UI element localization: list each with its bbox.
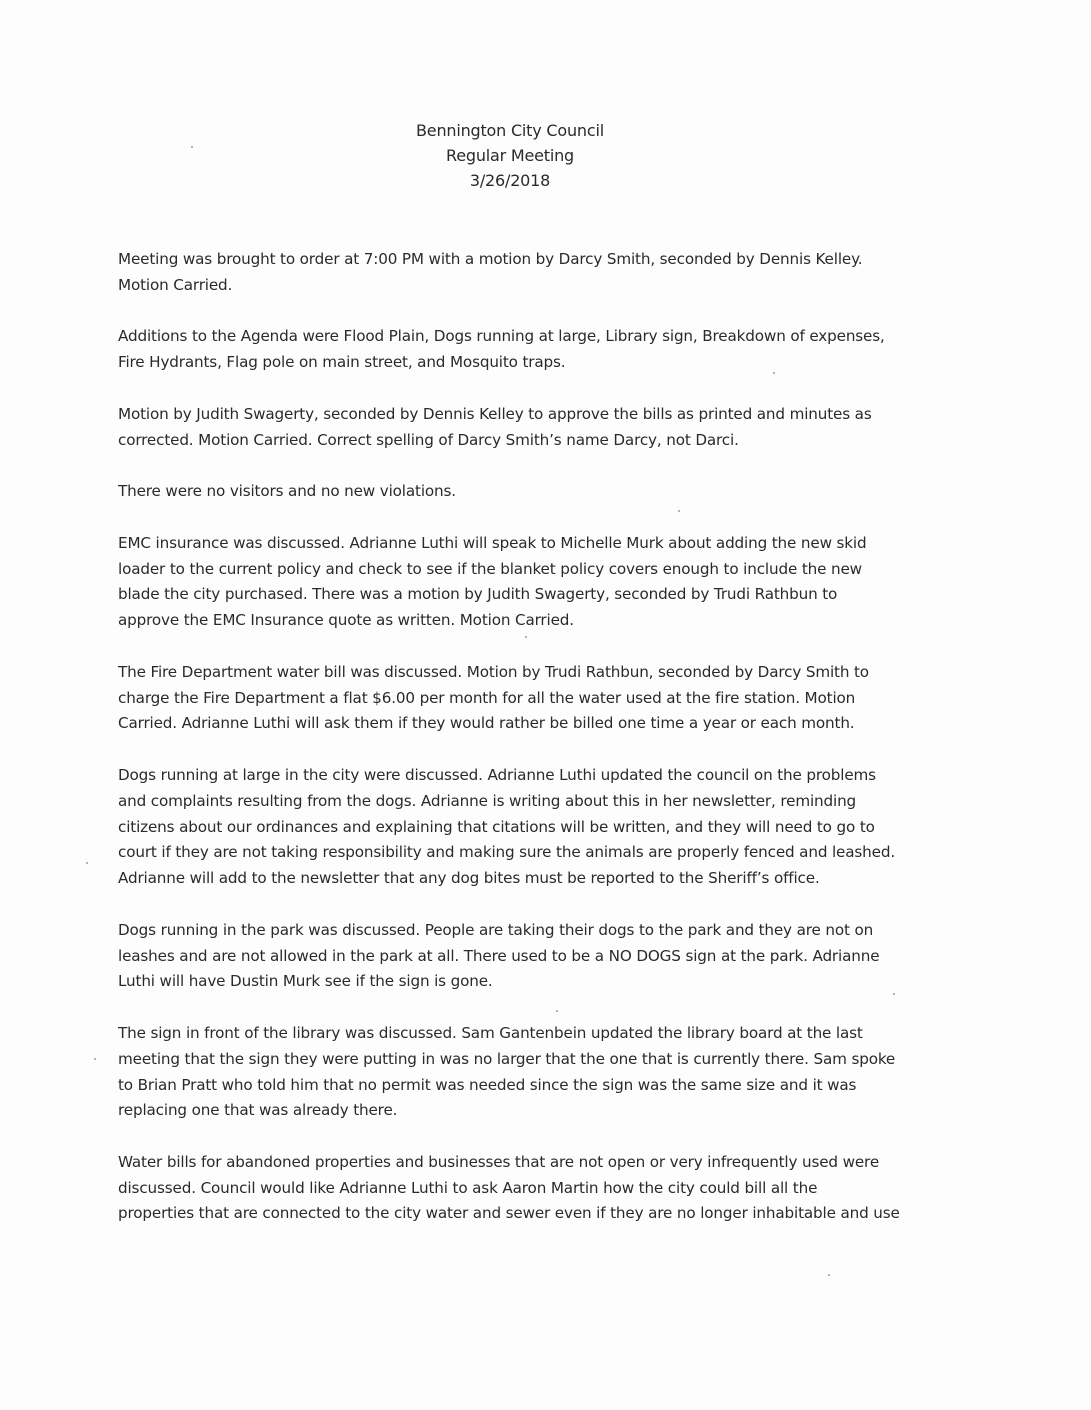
- paragraph-line: loader to the current policy and check to see if the blanket policy covers enough to include the new: [118, 559, 862, 578]
- paragraph-line: Dogs running in the park was discussed. People are taking their dogs to the park and they are not on: [118, 920, 874, 939]
- scan-speck: [556, 1010, 558, 1012]
- meeting-type: Regular Meeting: [446, 146, 574, 165]
- paragraph-line: meeting that the sign they were putting in was no larger that the one that is currently there. Sam spoke: [118, 1049, 896, 1068]
- paragraph-line: court if they are not taking responsibility and making sure the animals are properly fenced and leashed.: [118, 843, 896, 862]
- paragraph-line: citizens about our ordinances and explaining that citations will be written, and they will need to go to: [118, 817, 875, 836]
- meeting-date: 3/26/2018: [469, 171, 551, 190]
- paragraph-line: approve the EMC Insurance quote as written. Motion Carried.: [118, 611, 574, 630]
- paragraph-line: to Brian Pratt who told him that no permit was needed since the sign was the same size and it was: [118, 1075, 857, 1094]
- scan-speck: [86, 862, 88, 864]
- scan-speck: [893, 993, 895, 995]
- paragraph-line: charge the Fire Department a flat $6.00 per month for all the water used at the fire station. Motion: [118, 688, 856, 707]
- paragraph-line: Water bills for abandoned properties and businesses that are not open or very infrequently used were: [118, 1152, 880, 1171]
- minutes-paragraph: [118, 479, 958, 505]
- paragraph-line: and complaints resulting from the dogs. Adrianne is writing about this in her newsletter, reminding: [118, 791, 857, 810]
- paragraph-line: There were no visitors and no new violations.: [118, 482, 456, 501]
- paragraph-line: Fire Hydrants, Flag pole on main street, and Mosquito traps.: [118, 353, 566, 372]
- paragraph-line: The sign in front of the library was discussed. Sam Gantenbein updated the library board at the last: [118, 1023, 863, 1042]
- scan-speck: [94, 1058, 96, 1060]
- paragraph-line: Additions to the Agenda were Flood Plain, Dogs running at large, Library sign, Breakdown of expenses,: [118, 327, 885, 346]
- paragraph-line: Motion by Judith Swagerty, seconded by Dennis Kelley to approve the bills as printed and minutes as: [118, 404, 872, 423]
- minutes-paragraph: [118, 402, 958, 454]
- paragraph-line: Dogs running at large in the city were discussed. Adrianne Luthi updated the council on the problems: [118, 765, 876, 784]
- paragraph-line: The Fire Department water bill was discussed. Motion by Trudi Rathbun, seconded by Darcy Smith to: [118, 662, 869, 681]
- minutes-paragraph: [118, 324, 958, 376]
- scan-speck: [773, 372, 775, 374]
- paragraph-line: properties that are connected to the city water and sewer even if they are no longer inhabitable and use: [118, 1204, 900, 1223]
- scan-speck: [191, 146, 193, 148]
- paragraph-line: Carried. Adrianne Luthi will ask them if they would rather be billed one time a year or each month.: [118, 714, 855, 733]
- paragraph-line: EMC insurance was discussed. Adrianne Luthi will speak to Michelle Murk about adding the new skid: [118, 533, 867, 552]
- minutes-paragraph: [118, 763, 958, 892]
- minutes-paragraph: [118, 1150, 958, 1227]
- paragraph-line: Luthi will have Dustin Murk see if the sign is gone.: [118, 972, 493, 991]
- document-header: [0, 118, 1020, 193]
- scan-speck: [678, 510, 680, 512]
- minutes-paragraph: [118, 247, 958, 299]
- paragraph-line: discussed. Council would like Adrianne Luthi to ask Aaron Martin how the city could bill all the: [118, 1178, 818, 1197]
- minutes-paragraph: [118, 1021, 958, 1124]
- paragraph-line: replacing one that was already there.: [118, 1101, 398, 1120]
- paragraph-line: leashes and are not allowed in the park at all. There used to be a NO DOGS sign at the park. Adrianne: [118, 946, 880, 965]
- scan-speck: [525, 636, 527, 638]
- paragraph-line: blade the city purchased. There was a motion by Judith Swagerty, seconded by Trudi Rathbun to: [118, 585, 838, 604]
- minutes-body: [118, 247, 958, 1253]
- minutes-paragraph: [118, 918, 958, 995]
- paragraph-line: corrected. Motion Carried. Correct spelling of Darcy Smith’s name Darcy, not Darci.: [118, 430, 739, 449]
- paragraph-line: Adrianne will add to the newsletter that any dog bites must be reported to the Sheriff’s office.: [118, 869, 820, 888]
- paragraph-line: Motion Carried.: [118, 275, 233, 294]
- council-name: Bennington City Council: [416, 121, 604, 140]
- minutes-paragraph: [118, 531, 958, 634]
- paragraph-line: Meeting was brought to order at 7:00 PM with a motion by Darcy Smith, seconded by Dennis Kelley.: [118, 250, 863, 268]
- minutes-paragraph: [118, 660, 958, 737]
- scan-speck: [828, 1274, 830, 1276]
